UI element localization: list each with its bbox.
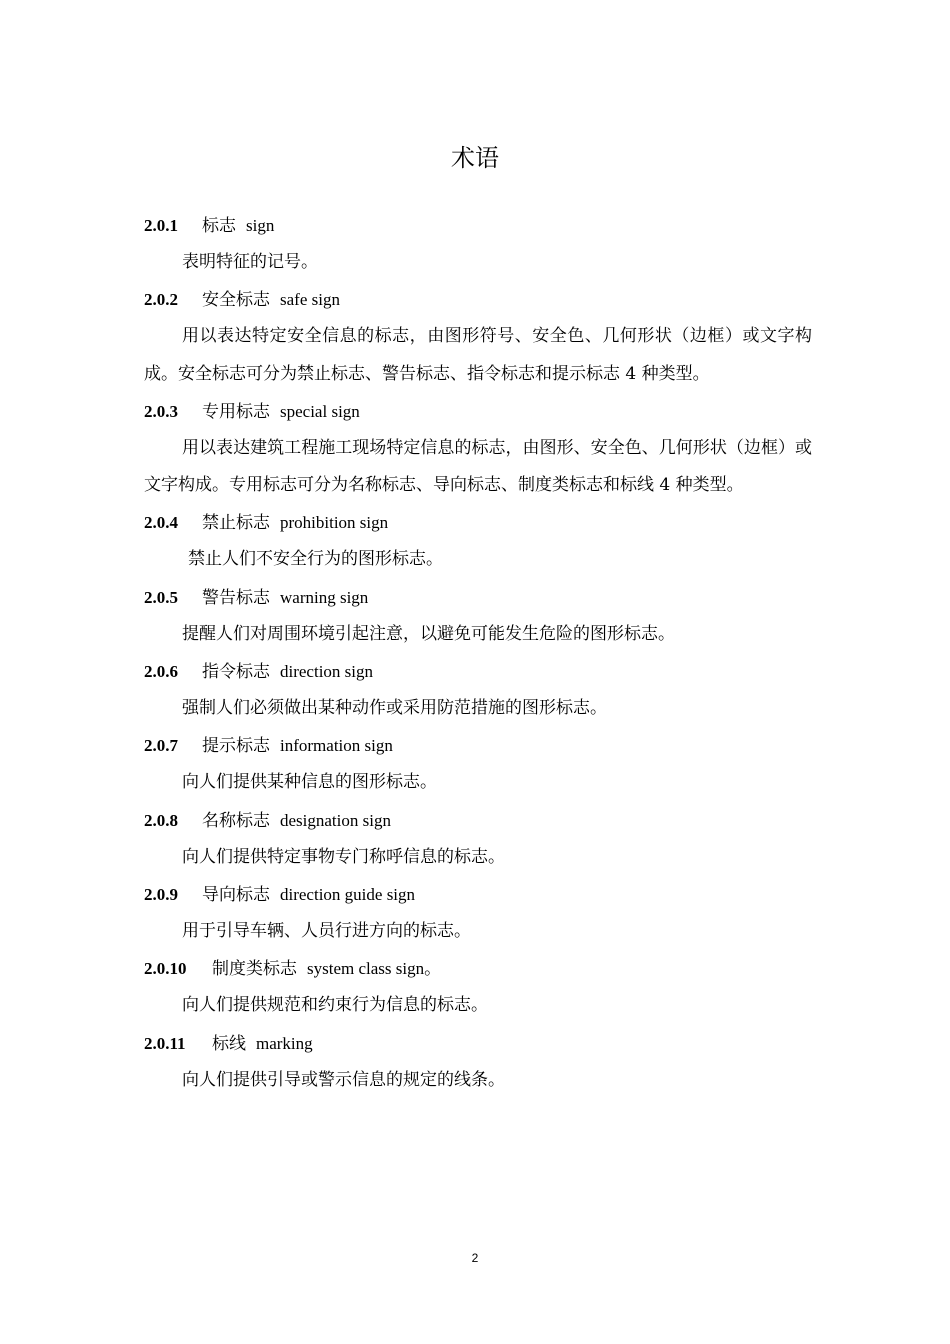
term-number: 2.0.7 (144, 736, 178, 756)
term-entry (144, 727, 812, 801)
term-heading (144, 1025, 812, 1062)
term-definition: 向人们提供特定事物专门称呼信息的标志。 (182, 846, 505, 867)
term-entry (144, 950, 812, 1024)
term-number: 2.0.2 (144, 290, 178, 310)
term-definition: 表明特征的记号。 (182, 252, 318, 272)
term-definition: 提醒人们对周围环境引起注意，以避免可能发生危险的图形标志。 (182, 623, 675, 644)
term-definition: 用以表达建筑工程施工现场特定信息的标志，由图形、安全色、几何形状（边框）或文字构成。专用标志可分为名称标志、导向标志、制度类标志和标线 4 种类型。 (144, 437, 812, 496)
term-chinese-name: 标线 (212, 1033, 246, 1054)
term-chinese-name: 名称标志 (202, 810, 270, 831)
term-heading (144, 727, 812, 764)
term-english-name: safe sign (280, 290, 340, 310)
term-chinese-name: 制度类标志 (212, 959, 297, 980)
term-number: 2.0.4 (144, 513, 178, 533)
term-heading (144, 653, 812, 690)
term-english-name: sign (246, 216, 275, 235)
term-entry (144, 876, 812, 950)
page-title: 术语 (451, 144, 499, 172)
term-entry (144, 1025, 812, 1099)
term-entry (144, 802, 812, 876)
term-definition: 禁止人们不安全行为的图形标志。 (188, 549, 443, 570)
term-english-name: direction sign (280, 662, 374, 682)
term-english-name: prohibition sign (280, 513, 389, 533)
term-entry (144, 653, 812, 727)
term-number: 2.0.8 (144, 810, 178, 830)
term-english-name: warning sign (280, 587, 369, 607)
term-definition: 向人们提供引导或警示信息的规定的线条。 (182, 1069, 505, 1090)
term-definition: 向人们提供规范和约束行为信息的标志。 (182, 995, 488, 1016)
term-entry (144, 504, 812, 578)
term-entry (144, 281, 812, 393)
term-entry (144, 579, 812, 653)
term-number: 2.0.6 (144, 662, 178, 682)
term-english-name: marking (256, 1033, 313, 1053)
term-chinese-name: 导向标志 (202, 884, 270, 905)
term-chinese-name: 指令标志 (202, 662, 270, 683)
term-heading (144, 504, 812, 541)
term-english-name: designation sign (280, 810, 391, 830)
term-definition: 向人们提供某种信息的图形标志。 (182, 772, 437, 793)
term-number: 2.0.5 (144, 587, 178, 607)
term-number: 2.0.10 (144, 959, 187, 979)
term-entry (144, 393, 812, 505)
term-number: 2.0.3 (144, 401, 178, 421)
term-english-name: information sign (280, 736, 393, 756)
term-english-name: direction guide sign (280, 884, 416, 904)
term-number: 2.0.9 (144, 884, 178, 904)
term-entry (144, 207, 812, 281)
term-heading (144, 281, 812, 318)
term-heading (144, 579, 812, 616)
term-number: 2.0.11 (144, 1033, 186, 1053)
term-definition: 用以表达特定安全信息的标志，由图形符号、安全色、几何形状（边框）或文字构成。安全标志可分为禁止标志、警告标志、指令标志和提示标志 4 种类型。 (144, 326, 812, 384)
term-heading (144, 207, 812, 244)
term-heading (144, 876, 812, 913)
term-english-name: special sign (280, 401, 360, 421)
term-chinese-name: 安全标志 (202, 290, 270, 311)
term-heading (144, 950, 812, 987)
term-english-name: system class sign。 (307, 959, 442, 979)
term-heading (144, 393, 812, 430)
term-chinese-name: 标志 (202, 216, 236, 236)
terms-list (144, 207, 812, 1099)
term-number: 2.0.1 (144, 216, 178, 235)
term-chinese-name: 警告标志 (202, 587, 270, 608)
term-heading (144, 802, 812, 839)
term-chinese-name: 提示标志 (202, 736, 270, 757)
page-number: 2 (471, 1251, 479, 1265)
term-definition: 用于引导车辆、人员行进方向的标志。 (182, 920, 471, 941)
term-definition: 强制人们必须做出某种动作或采用防范措施的图形标志。 (182, 698, 607, 719)
term-chinese-name: 专用标志 (202, 401, 270, 422)
term-chinese-name: 禁止标志 (202, 513, 270, 534)
